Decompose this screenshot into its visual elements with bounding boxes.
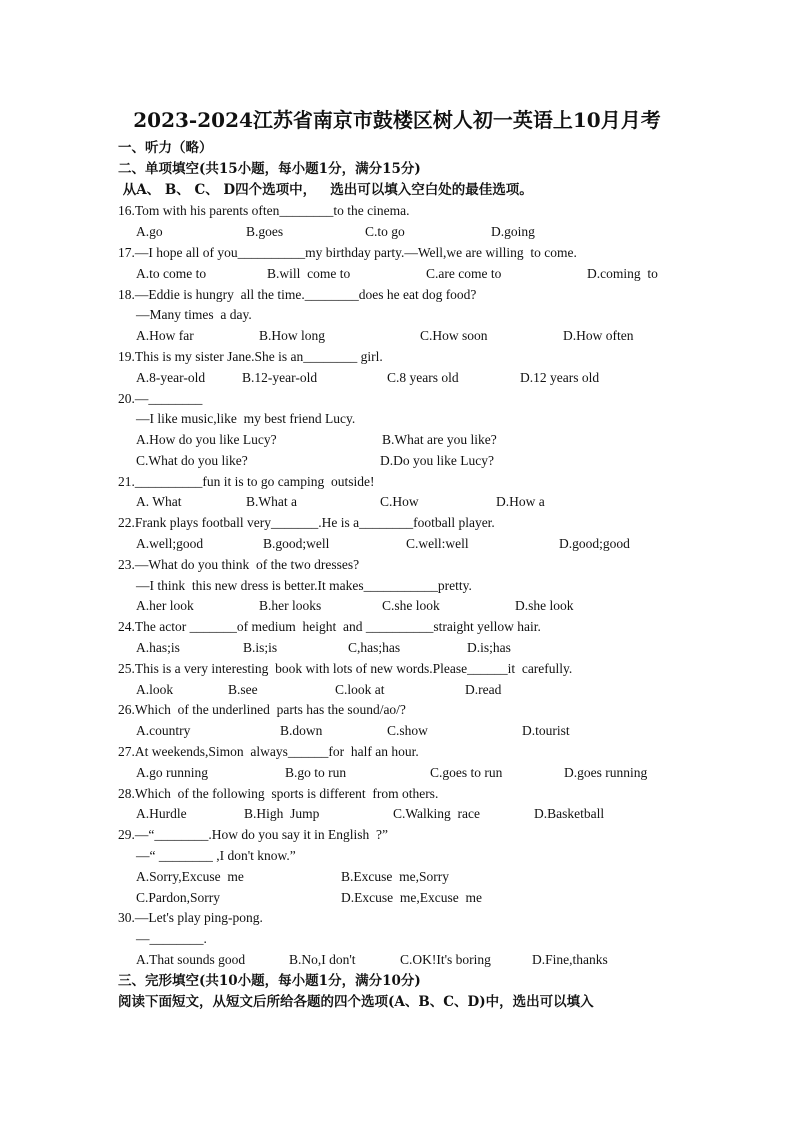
option-b: B.good;well (263, 536, 330, 551)
question-stem: 18.—Eddie is hungry all the time.________does he eat dog food? (118, 287, 477, 302)
option-b: B.No,I don't (289, 952, 356, 967)
question-stem-continued: —________. (136, 931, 207, 946)
question-stem: 25.This is a very interesting book with lots of new words.Please______it carefully. (118, 661, 573, 676)
option-b: B.What a (246, 494, 297, 509)
option-c: C.OK!It's boring (400, 952, 491, 967)
option-a: A.How do you like Lucy? (136, 432, 277, 447)
section-cloze-heading: 三、完形填空(共10小题，每小题1分，满分10分) (118, 973, 421, 989)
option-c: C.are come to (426, 266, 502, 281)
option-a: A.her look (136, 598, 194, 613)
option-a: A.go (136, 224, 163, 239)
question-stem: 21.__________fun it is to go camping outside! (118, 474, 375, 489)
question-stem: 27.At weekends,Simon always______for half an hour. (118, 744, 419, 759)
option-d: D.she look (515, 598, 574, 613)
question-stem: 16.Tom with his parents often________to the cinema. (118, 203, 410, 218)
option-c: C.Pardon,Sorry (136, 890, 220, 905)
option-a: A.to come to (136, 266, 207, 281)
option-b: B.How long (259, 328, 326, 343)
option-d: D.How a (496, 494, 545, 509)
question-stem: 20.—________ (118, 391, 203, 406)
option-a: A.go running (136, 765, 208, 780)
question-stem: 28.Which of the following sports is different from others. (118, 786, 439, 801)
option-a: A.Sorry,Excuse me (136, 869, 244, 884)
option-a: A.country (136, 723, 191, 738)
option-d: D.good;good (559, 536, 630, 551)
section-cloze-instruction: 阅读下面短文，从短文后所给各题的四个选项(A、B、C、D)中，选出可以填入 (118, 994, 594, 1010)
option-a: A.look (136, 682, 174, 697)
option-b: B.12-year-old (242, 370, 318, 385)
option-a: A.has;is (136, 640, 180, 655)
option-c: C.How (380, 494, 419, 509)
option-b: B.goes (246, 224, 284, 239)
option-b: B.What are you like? (382, 432, 497, 447)
question-stem: 29.—“________.How do you say it in English ?” (118, 827, 388, 842)
section-single-choice-instruction: 从A、 B、 C、 D四个选项中， 选出可以填入空白处的最佳选项。 (118, 182, 533, 198)
option-a: A.8-year-old (136, 370, 206, 385)
option-c: C.to go (365, 224, 405, 239)
option-d: D.tourist (522, 723, 570, 738)
option-c: C.look at (335, 682, 385, 697)
option-c: C.goes to run (430, 765, 503, 780)
question-stem: 17.—I hope all of you__________my birthday party.—Well,we are willing to come. (118, 245, 577, 260)
option-d: D.going (491, 224, 535, 239)
option-c: C.8 years old (387, 370, 459, 385)
option-b: B.down (280, 723, 323, 738)
question-stem: 23.—What do you think of the two dresses? (118, 557, 360, 572)
option-c: C.she look (382, 598, 440, 613)
option-d: D.Do you like Lucy? (380, 453, 494, 468)
question-stem: 26.Which of the underlined parts has the sound/ao/? (118, 702, 406, 717)
option-d: D.is;has (467, 640, 511, 655)
option-c: C,has;has (348, 640, 401, 655)
option-d: D.Basketball (534, 806, 605, 821)
section-single-choice-heading: 二、单项填空(共15小题，每小题1分，满分15分) (118, 161, 421, 177)
option-a: A.That sounds good (136, 952, 246, 967)
option-c: C.Walking race (393, 806, 481, 821)
question-stem: 30.—Let's play ping-pong. (118, 910, 263, 925)
option-d: D.coming to (587, 266, 658, 281)
option-c: C.show (387, 723, 428, 738)
question-stem: 22.Frank plays football very_______.He is a________football player. (118, 515, 495, 530)
option-d: D.goes running (564, 765, 648, 780)
question-stem: 19.This is my sister Jane.She is an________ girl. (118, 349, 383, 364)
option-d: D.12 years old (520, 370, 600, 385)
exam-title: 2023-2024江苏省南京市鼓楼区树人初一英语上10月月考 (133, 108, 661, 132)
option-c: C.What do you like? (136, 453, 248, 468)
question-stem-continued: —I think this new dress is better.It makes___________pretty. (136, 578, 472, 593)
option-b: B.is;is (243, 640, 278, 655)
option-b: B.go to run (285, 765, 347, 780)
option-b: B.High Jump (244, 806, 320, 821)
option-d: D.read (465, 682, 502, 697)
option-a: A.well;good (136, 536, 204, 551)
option-d: D.Excuse me,Excuse me (341, 890, 482, 905)
option-d: D.How often (563, 328, 634, 343)
option-d: D.Fine,thanks (532, 952, 608, 967)
question-stem-continued: —“ ________ ,I don't know.” (136, 848, 296, 863)
option-a: A.Hurdle (136, 806, 187, 821)
option-c: C.well:well (406, 536, 469, 551)
option-b: B.will come to (267, 266, 351, 281)
section-listening-heading: 一、听力（略） (118, 140, 213, 156)
option-b: B.her looks (259, 598, 322, 613)
question-stem: 24.The actor _______of medium height and __________straight yellow hair. (118, 619, 541, 634)
option-b: B.Excuse me,Sorry (341, 869, 449, 884)
option-a: A.How far (136, 328, 194, 343)
question-stem-continued: —Many times a day. (136, 307, 252, 322)
question-stem-continued: —I like music,like my best friend Lucy. (136, 411, 356, 426)
option-a: A. What (136, 494, 182, 509)
option-b: B.see (228, 682, 258, 697)
option-c: C.How soon (420, 328, 488, 343)
